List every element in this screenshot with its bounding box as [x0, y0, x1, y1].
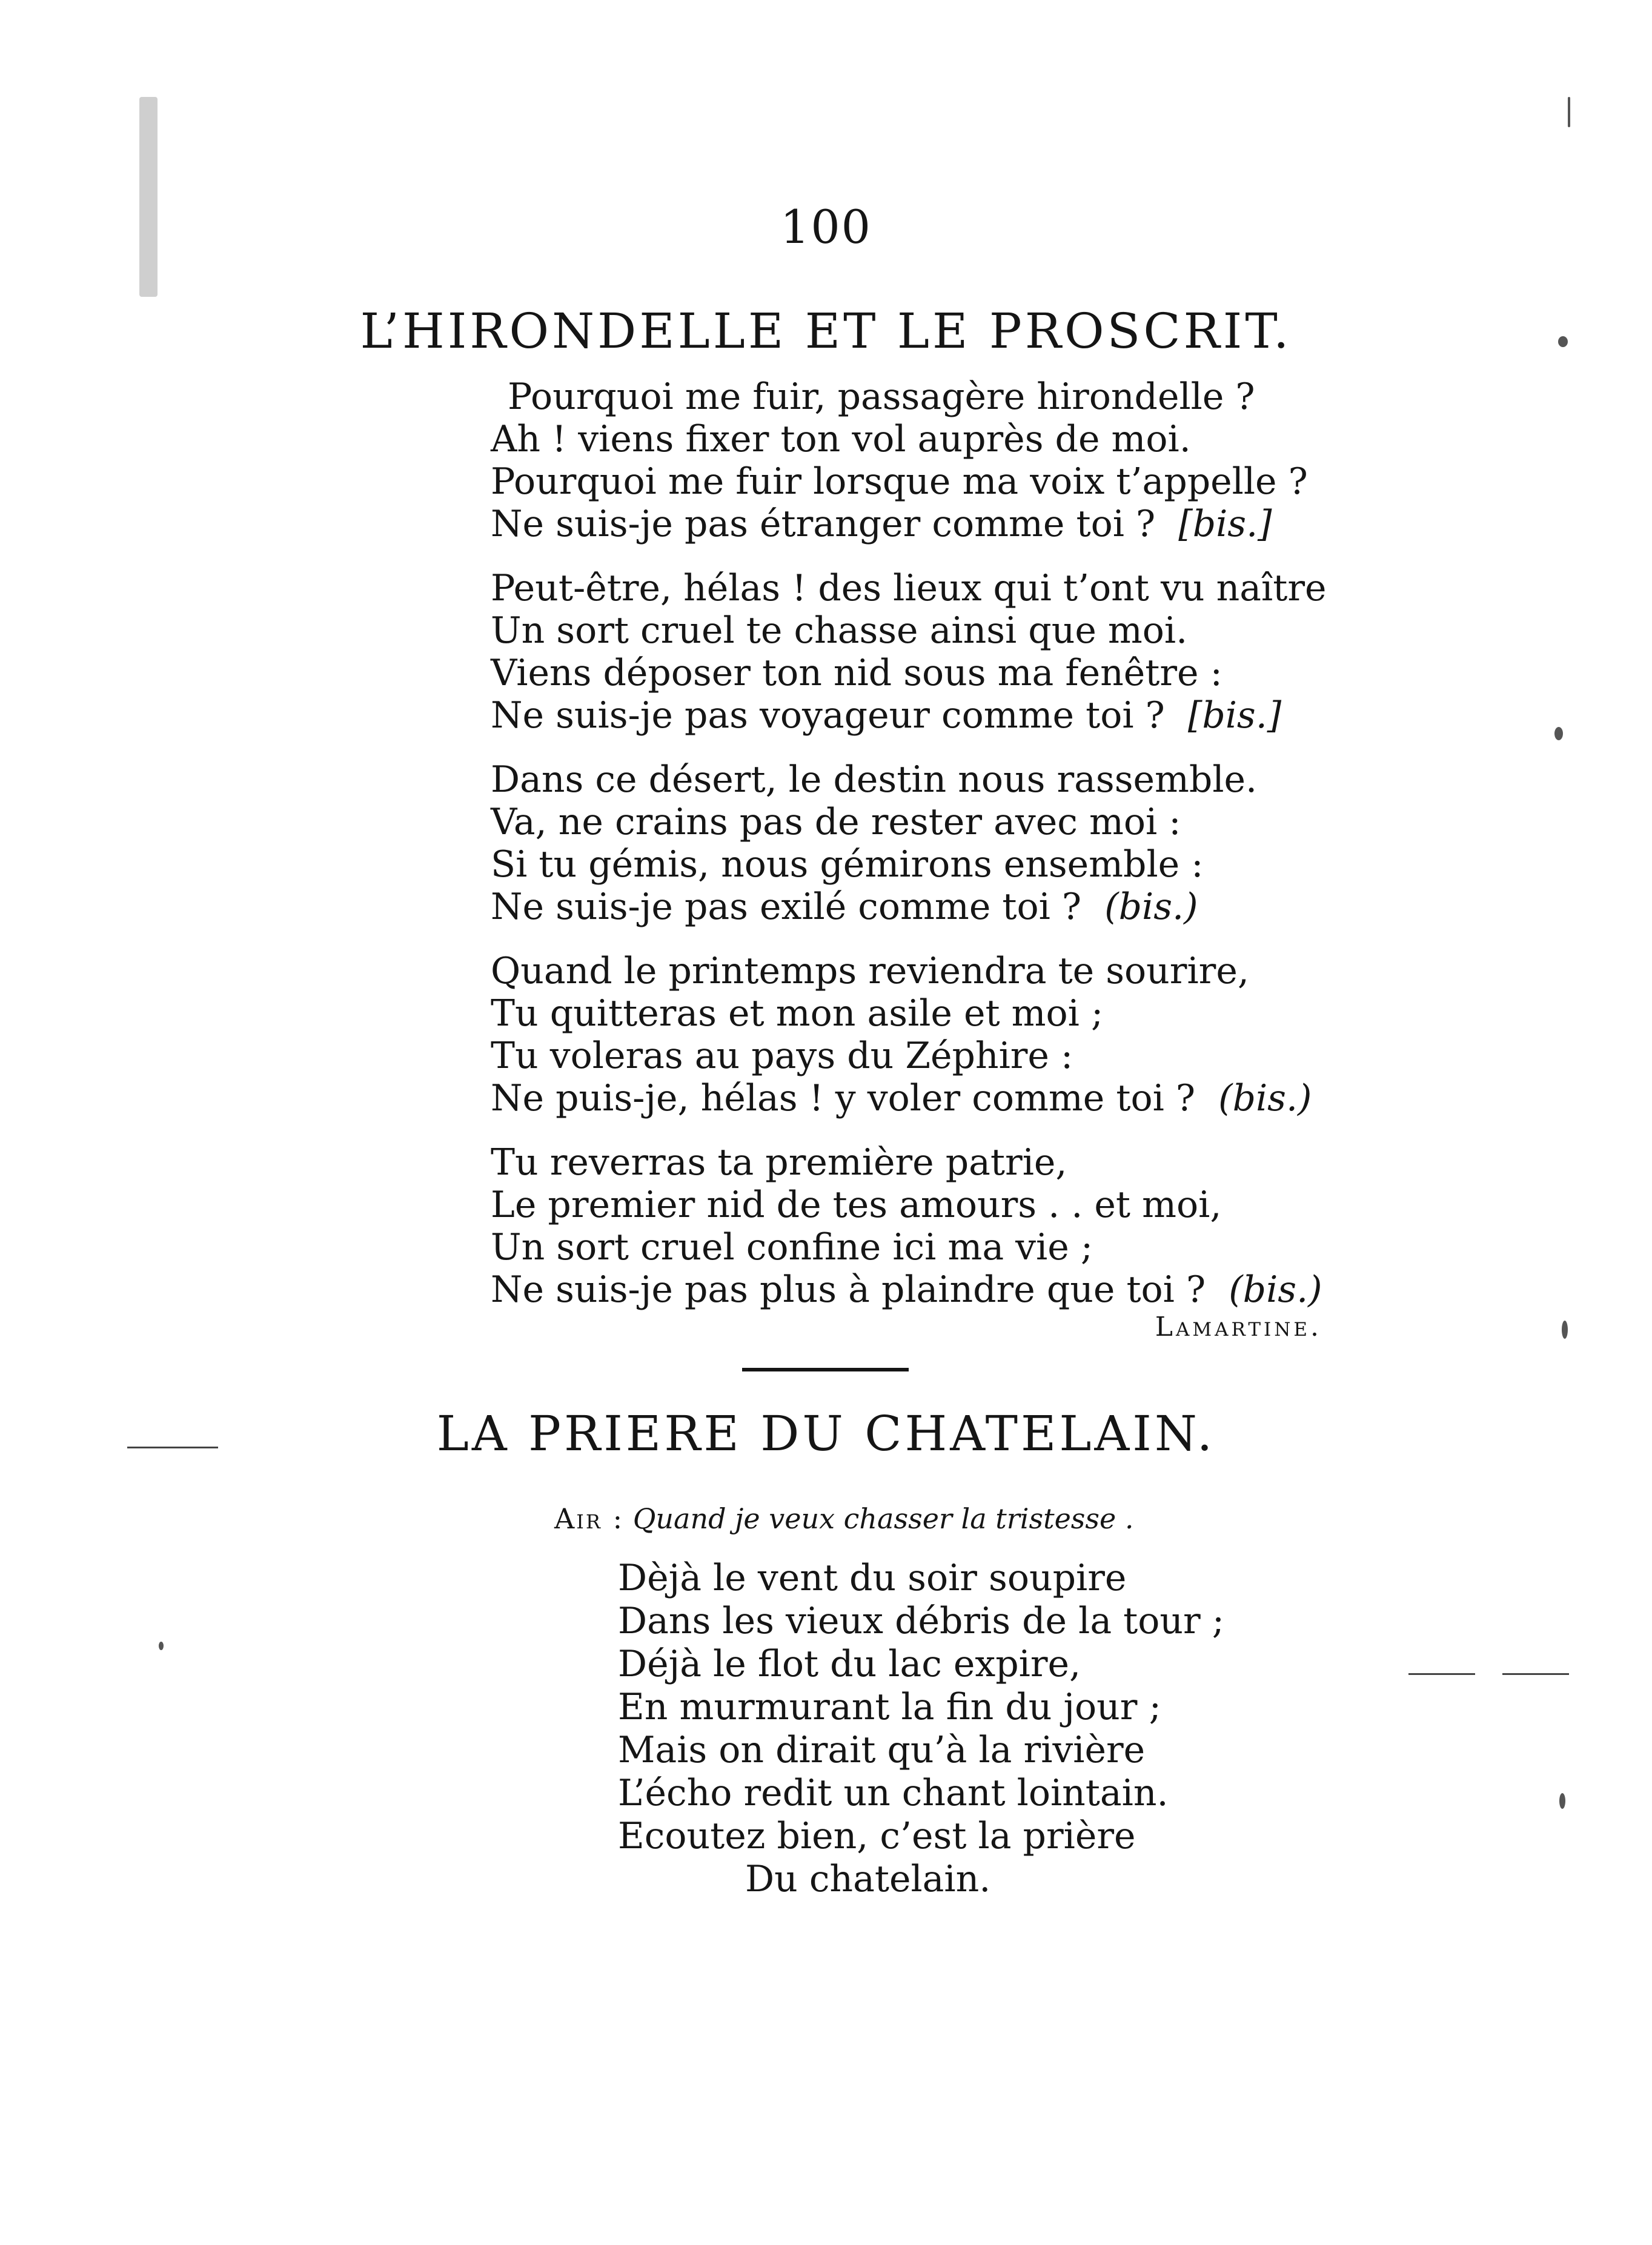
verse-line: Ah ! viens fixer ton vol auprès de moi. [491, 418, 1191, 460]
stanza [491, 376, 1399, 545]
verse-line: Tu voleras au pays du Zéphire : [491, 1035, 1073, 1077]
verse-line: Dans les vieux débris de la tour ; [618, 1600, 1225, 1642]
scan-speckle [139, 97, 158, 297]
verse-line: Quand le printemps reviendra te sourire, [491, 950, 1249, 992]
scan-speckle [1568, 97, 1570, 127]
refrain-tag: (bis.) [1229, 1268, 1322, 1311]
verse-line: Un sort cruel te chasse ainsi que moi. [491, 609, 1188, 652]
verse-line: Peut-être, hélas ! des lieux qui t’ont vu naître [491, 567, 1327, 609]
refrain-tag: (bis.) [1218, 1077, 1312, 1119]
verse-line: Si tu gémis, nous gémirons ensemble : [491, 843, 1204, 886]
scan-speckle [1558, 336, 1568, 347]
scan-speckle [1562, 1321, 1568, 1339]
verse-line-text: Ne suis-je pas exilé comme toi ? [491, 886, 1082, 928]
verse-line: Tu reverras ta première patrie, [491, 1141, 1067, 1184]
refrain-tag: [bis.] [1187, 694, 1282, 737]
verse-line-text: Ne suis-je pas étranger comme toi ? [491, 503, 1156, 545]
air-tune: Quand je veux chasser la tristesse . [632, 1502, 1134, 1535]
author-signature: Lamartine. [1155, 1312, 1322, 1342]
verse-line: Pourquoi me fuir lorsque ma voix t’appelle ? [491, 460, 1308, 503]
scan-speckle [1554, 727, 1563, 740]
verse-line: Dans ce désert, le destin nous rassemble. [491, 758, 1258, 801]
verse-line: Va, ne crains pas de rester avec moi : [491, 801, 1181, 843]
stanza [491, 758, 1399, 928]
stanza [491, 567, 1399, 737]
verse-line [491, 1268, 1399, 1311]
verse-line: Ecoutez bien, c’est la prière [618, 1815, 1136, 1857]
verse-line-text: Ne suis-je pas plus à plaindre que toi ? [491, 1268, 1206, 1311]
margin-mark [1408, 1673, 1475, 1675]
poem-hirondelle [491, 376, 1399, 1333]
verse-line [491, 503, 1399, 545]
verse-line: Dèjà le vent du soir soupire [618, 1557, 1127, 1599]
verse-line: Le premier nid de tes amours . . et moi, [491, 1184, 1222, 1226]
scan-speckle [1559, 1793, 1565, 1809]
verse-line [491, 886, 1399, 928]
verse-line-text: Ne puis-je, hélas ! y voler comme toi ? [491, 1077, 1195, 1119]
verse-line: L’écho redit un chant lointain. [618, 1772, 1169, 1814]
scan-speckle [159, 1642, 164, 1650]
stanza [491, 950, 1399, 1119]
section-divider [742, 1368, 909, 1371]
stanza [491, 1141, 1399, 1311]
tune-indication [554, 1502, 1133, 1535]
refrain-tag: (bis.) [1104, 886, 1198, 928]
refrain-tag: [bis.] [1178, 503, 1272, 545]
verse-line: Mais on dirait qu’à la rivière [618, 1729, 1146, 1771]
verse-line-last: Du chatelain. [745, 1858, 991, 1900]
verse-line [491, 694, 1399, 737]
margin-mark [1502, 1673, 1569, 1675]
page-number: 100 [780, 200, 872, 254]
song-title-chatelain: LA PRIERE DU CHATELAIN. [436, 1405, 1216, 1462]
verse-line-text: Ne suis-je pas voyageur comme toi ? [491, 694, 1165, 737]
poem-chatelain [618, 1557, 1405, 1901]
verse-line: Pourquoi me fuir, passagère hirondelle ? [508, 376, 1255, 418]
verse-line [491, 1077, 1399, 1119]
verse-line: Un sort cruel confine ici ma vie ; [491, 1226, 1093, 1268]
verse-line: Tu quitteras et mon asile et moi ; [491, 992, 1104, 1035]
song-title-hirondelle: L’HIRONDELLE ET LE PROSCRIT. [360, 303, 1292, 359]
verse-line: En murmurant la fin du jour ; [618, 1686, 1161, 1728]
air-label: Air : [554, 1502, 625, 1535]
verse-line: Viens déposer ton nid sous ma fenêtre : [491, 652, 1222, 694]
verse-line: Déjà le flot du lac expire, [618, 1643, 1081, 1685]
